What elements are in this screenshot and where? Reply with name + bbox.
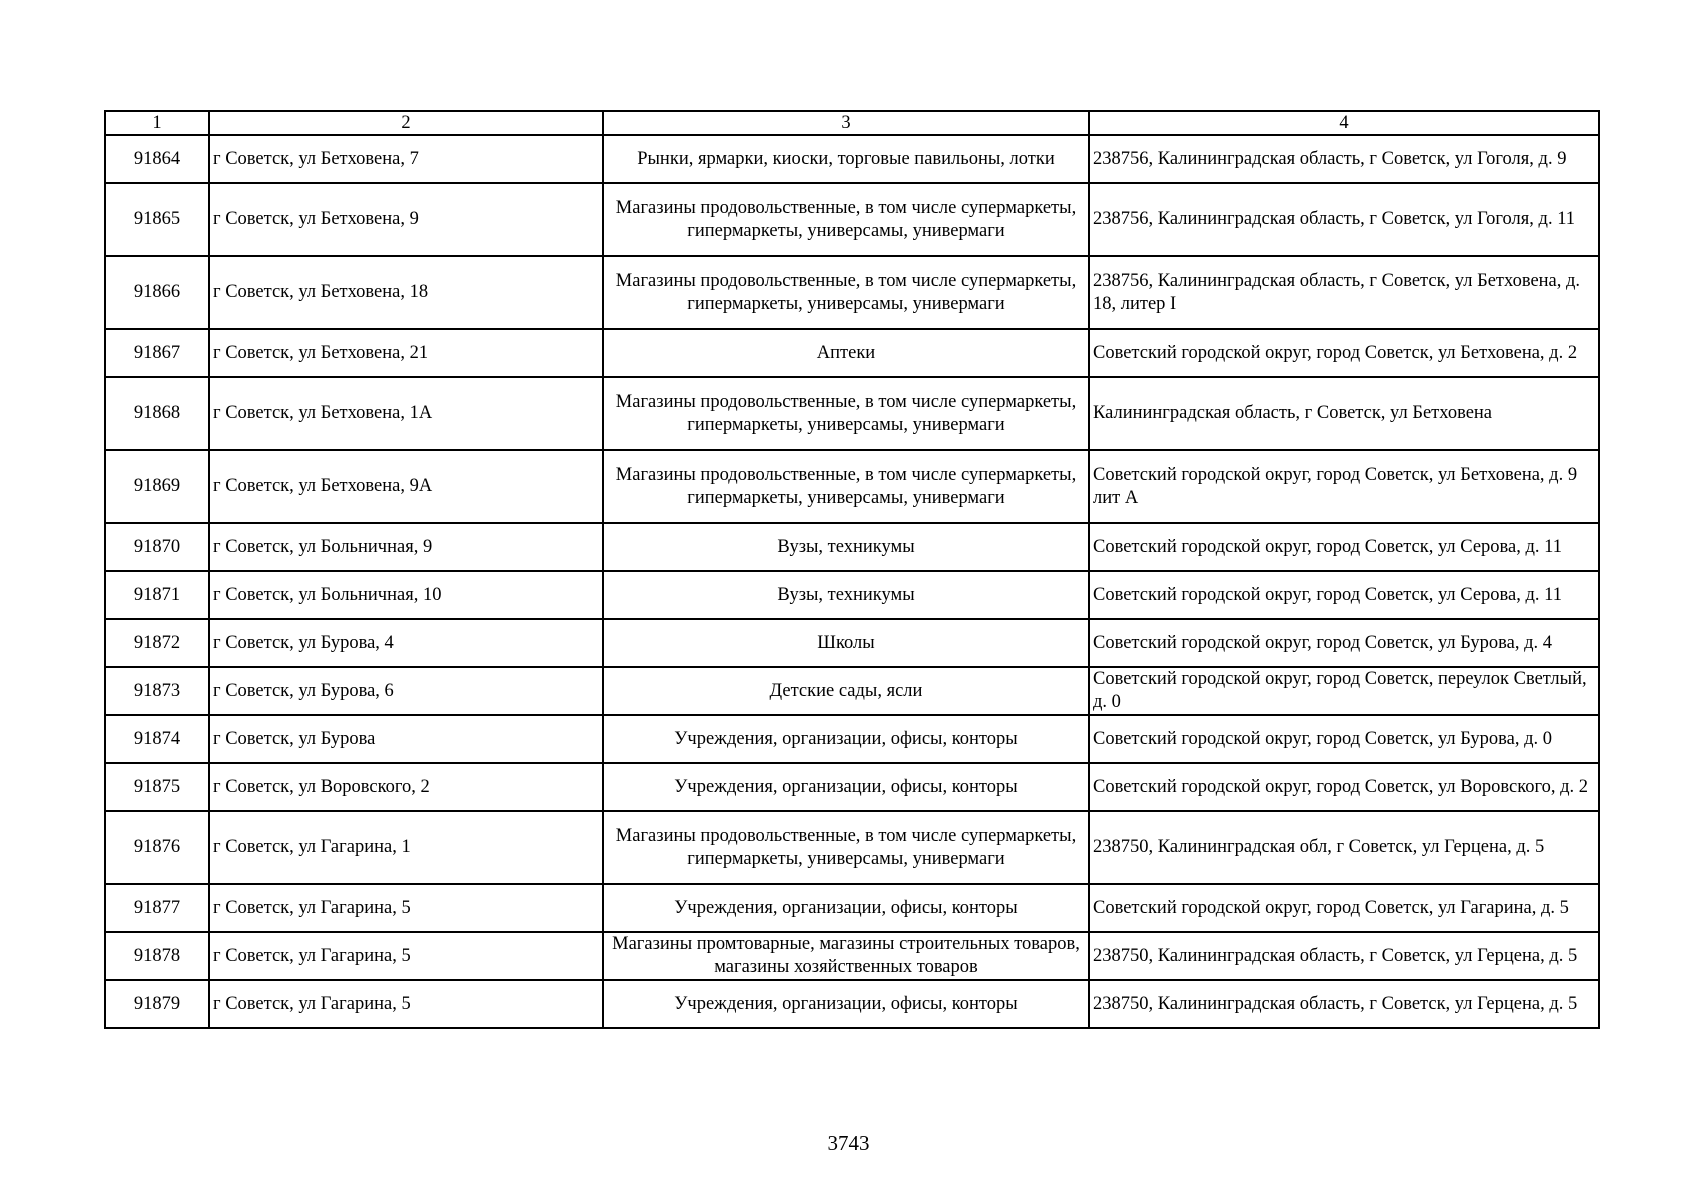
cell-location: 238756, Калининградская область, г Советск, ул Гоголя, д. 9: [1089, 135, 1599, 183]
table-row: [105, 811, 1599, 884]
cell-address: г Советск, ул Бетховена, 21: [209, 329, 603, 377]
cell-id: 91876: [105, 811, 209, 884]
table-row: [105, 571, 1599, 619]
column-header-2: 2: [209, 111, 603, 135]
cell-location: Советский городской округ, город Советск, ул Гагарина, д. 5: [1089, 884, 1599, 932]
column-header-4: 4: [1089, 111, 1599, 135]
table-row: [105, 450, 1599, 523]
cell-location: Советский городской округ, город Советск, ул Бетховена, д. 9 лит А: [1089, 450, 1599, 523]
registry-table: [104, 110, 1600, 1029]
cell-category: Учреждения, организации, офисы, конторы: [603, 763, 1089, 811]
cell-category: Рынки, ярмарки, киоски, торговые павильоны, лотки: [603, 135, 1089, 183]
cell-id: 91864: [105, 135, 209, 183]
table-row: [105, 377, 1599, 450]
table-row: [105, 715, 1599, 763]
table-row: [105, 183, 1599, 256]
cell-location: Советский городской округ, город Советск, ул Бурова, д. 0: [1089, 715, 1599, 763]
table-row: [105, 135, 1599, 183]
header-row: [105, 111, 1599, 135]
cell-address: г Советск, ул Гагарина, 1: [209, 811, 603, 884]
cell-location: Советский городской округ, город Советск, ул Бетховена, д. 2: [1089, 329, 1599, 377]
cell-category: Учреждения, организации, офисы, конторы: [603, 715, 1089, 763]
cell-address: г Советск, ул Бурова, 4: [209, 619, 603, 667]
cell-id: 91868: [105, 377, 209, 450]
cell-id: 91869: [105, 450, 209, 523]
table-row: [105, 329, 1599, 377]
cell-id: 91865: [105, 183, 209, 256]
cell-location: Советский городской округ, город Советск, ул Серова, д. 11: [1089, 571, 1599, 619]
cell-category: Детские сады, ясли: [603, 667, 1089, 715]
cell-category: Школы: [603, 619, 1089, 667]
cell-category: Вузы, техникумы: [603, 571, 1089, 619]
cell-location: Советский городской округ, город Советск, ул Воровского, д. 2: [1089, 763, 1599, 811]
cell-category: Вузы, техникумы: [603, 523, 1089, 571]
page-number: 3743: [827, 1131, 870, 1155]
cell-address: г Советск, ул Бетховена, 7: [209, 135, 603, 183]
cell-address: г Советск, ул Больничная, 9: [209, 523, 603, 571]
cell-id: 91878: [105, 932, 209, 980]
cell-address: г Советск, ул Гагарина, 5: [209, 980, 603, 1028]
cell-id: 91871: [105, 571, 209, 619]
table-row: [105, 619, 1599, 667]
cell-location: 238756, Калининградская область, г Советск, ул Гоголя, д. 11: [1089, 183, 1599, 256]
cell-category: Учреждения, организации, офисы, конторы: [603, 884, 1089, 932]
table-body: [105, 135, 1599, 1028]
cell-address: г Советск, ул Бурова, 6: [209, 667, 603, 715]
cell-address: г Советск, ул Бетховена, 18: [209, 256, 603, 329]
table-row: [105, 932, 1599, 980]
cell-location: Калининградская область, г Советск, ул Бетховена: [1089, 377, 1599, 450]
cell-address: г Советск, ул Бетховена, 9А: [209, 450, 603, 523]
cell-id: 91872: [105, 619, 209, 667]
cell-location: 238750, Калининградская обл, г Советск, ул Герцена, д. 5: [1089, 811, 1599, 884]
cell-category: Аптеки: [603, 329, 1089, 377]
cell-category: Магазины продовольственные, в том числе супермаркеты, гипермаркеты, универсамы, универмаги: [603, 811, 1089, 884]
cell-id: 91875: [105, 763, 209, 811]
cell-id: 91870: [105, 523, 209, 571]
cell-address: г Советск, ул Бетховена, 9: [209, 183, 603, 256]
cell-id: 91867: [105, 329, 209, 377]
cell-category: Магазины продовольственные, в том числе супермаркеты, гипермаркеты, универсамы, универмаги: [603, 450, 1089, 523]
cell-id: 91877: [105, 884, 209, 932]
table-row: [105, 980, 1599, 1028]
cell-address: г Советск, ул Больничная, 10: [209, 571, 603, 619]
cell-location: Советский городской округ, город Советск, ул Бурова, д. 4: [1089, 619, 1599, 667]
cell-location: Советский городской округ, город Советск, переулок Светлый, д. 0: [1089, 667, 1599, 715]
table-row: [105, 523, 1599, 571]
cell-location: 238756, Калининградская область, г Советск, ул Бетховена, д. 18, литер I: [1089, 256, 1599, 329]
table-row: [105, 884, 1599, 932]
cell-location: 238750, Калининградская область, г Советск, ул Герцена, д. 5: [1089, 980, 1599, 1028]
cell-category: Магазины продовольственные, в том числе супермаркеты, гипермаркеты, универсамы, универмаги: [603, 256, 1089, 329]
cell-category: Учреждения, организации, офисы, конторы: [603, 980, 1089, 1028]
table-row: [105, 256, 1599, 329]
cell-id: 91873: [105, 667, 209, 715]
cell-id: 91879: [105, 980, 209, 1028]
cell-address: г Советск, ул Гагарина, 5: [209, 932, 603, 980]
cell-address: г Советск, ул Воровского, 2: [209, 763, 603, 811]
cell-category: Магазины промтоварные, магазины строительных товаров, магазины хозяйственных товаров: [603, 932, 1089, 980]
cell-address: г Советск, ул Бетховена, 1А: [209, 377, 603, 450]
cell-category: Магазины продовольственные, в том числе супермаркеты, гипермаркеты, универсамы, универмаги: [603, 377, 1089, 450]
cell-address: г Советск, ул Бурова: [209, 715, 603, 763]
table-row: [105, 667, 1599, 715]
cell-address: г Советск, ул Гагарина, 5: [209, 884, 603, 932]
cell-location: 238750, Калининградская область, г Советск, ул Герцена, д. 5: [1089, 932, 1599, 980]
cell-location: Советский городской округ, город Советск, ул Серова, д. 11: [1089, 523, 1599, 571]
table-row: [105, 763, 1599, 811]
column-header-1: 1: [105, 111, 209, 135]
cell-category: Магазины продовольственные, в том числе супермаркеты, гипермаркеты, универсамы, универмаги: [603, 183, 1089, 256]
cell-id: 91866: [105, 256, 209, 329]
column-header-3: 3: [603, 111, 1089, 135]
cell-id: 91874: [105, 715, 209, 763]
